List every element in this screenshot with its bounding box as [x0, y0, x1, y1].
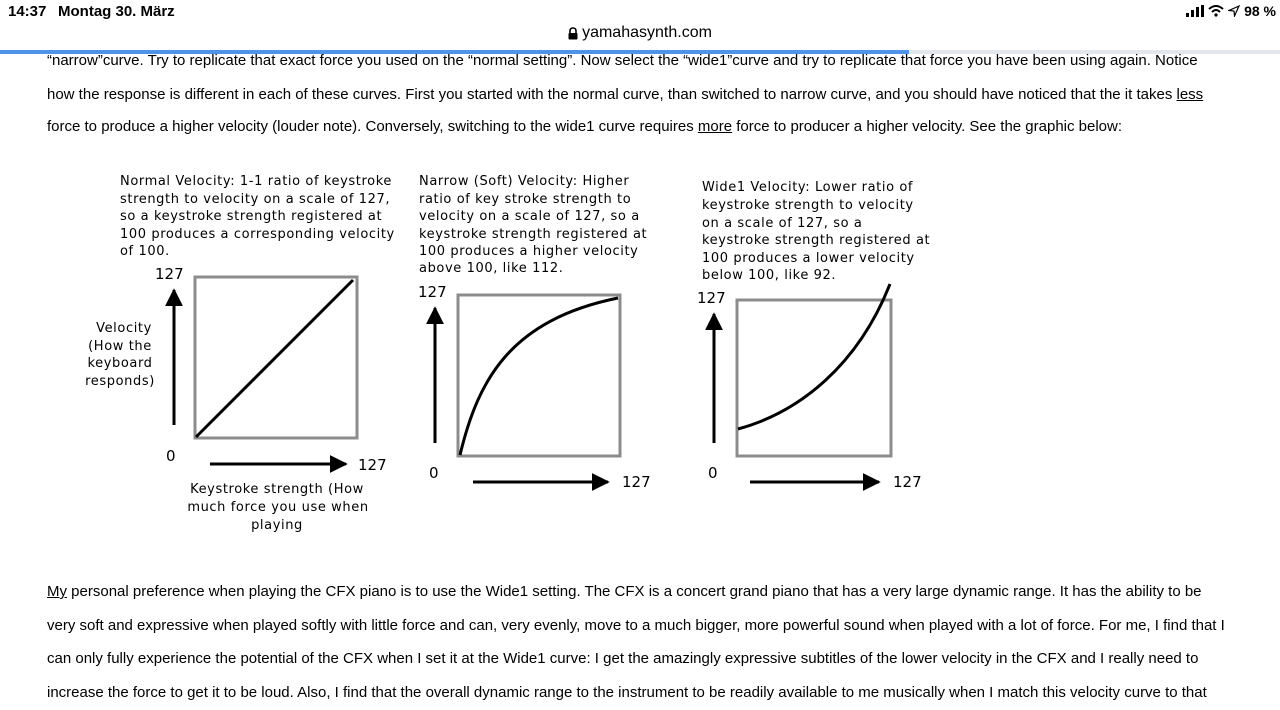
origin-label: 0 — [708, 464, 718, 482]
paragraph-line: can only fully experience the potential of the CFX when I set it at the Wide1 curve: I get the amazingly expressive subtitles of the lower velocity in the CFX and I really need to — [47, 650, 1199, 667]
caption-line: 100 produces a corresponding velocity — [120, 227, 395, 242]
caption-line: velocity on a scale of 127, so a — [419, 209, 640, 224]
x-max-label: 127 — [893, 473, 922, 491]
paragraph-line: My personal preference when playing the CFX piano is to use the Wide1 setting. The CFX is a concert grand piano that has a very large dynamic range. It has the ability to be — [47, 583, 1202, 600]
plot-frame — [737, 300, 891, 456]
y-max-label: 127 — [418, 283, 447, 301]
y-axis-label: keyboard — [87, 356, 153, 371]
caption-line: so a keystroke strength registered at — [120, 209, 383, 224]
y-axis-label: responds) — [85, 374, 155, 389]
caption-line: on a scale of 127, so a — [702, 216, 863, 231]
panel-wide1 — [697, 180, 930, 491]
caption-line: keystroke strength registered at — [702, 233, 931, 248]
x-axis-label: playing — [251, 518, 303, 533]
caption-line: keystroke strength to velocity — [702, 198, 914, 213]
wide1-curve — [738, 284, 890, 429]
paragraph-line: “narrow”curve. Try to replicate that exact force you used on the “normal setting”. Now select the “wide1”curve and try to replicate that force you have been using again. Notice — [47, 52, 1198, 69]
x-axis-label: much force you use when — [187, 500, 369, 515]
caption-line: keystroke strength registered at — [419, 227, 648, 242]
y-axis-label: (How the — [88, 339, 152, 354]
url-text[interactable]: yamahasynth.com — [582, 24, 712, 41]
caption-line: strength to velocity on a scale of 127, — [120, 192, 391, 207]
caption-line: Wide1 Velocity: Lower ratio of — [702, 180, 914, 195]
underlined-word: less — [1176, 86, 1204, 103]
narrow-curve — [460, 298, 618, 455]
underlined-word: more — [697, 118, 733, 135]
panel-normal — [85, 174, 395, 533]
caption-line: Narrow (Soft) Velocity: Higher — [419, 174, 630, 189]
normal-curve — [196, 280, 353, 437]
caption-line: of 100. — [120, 244, 170, 259]
x-max-label: 127 — [358, 456, 387, 474]
origin-label: 0 — [166, 447, 176, 465]
x-max-label: 127 — [622, 473, 651, 491]
paragraph-line: how the response is different in each of these curves. First you started with the normal curve, than switched to narrow curve, and you should have noticed that the it takes less — [47, 86, 1204, 103]
paragraph-line: increase the force to get it to be loud. Also, I find that the overall dynamic range to the instrument to be readily available to me musically when I match this velocity curve to that — [47, 684, 1207, 701]
caption-line: 100 produces a lower velocity — [702, 251, 915, 266]
paragraph-line: force to produce a higher velocity (louder note). Conversely, switching to the wide1 curve requires more force to producer a higher velocity. See the graphic below: — [47, 118, 1123, 135]
panel-narrow — [418, 174, 651, 491]
y-max-label: 127 — [697, 289, 726, 307]
caption-line: below 100, like 92. — [702, 268, 837, 283]
battery-percent: 98 % — [1244, 3, 1276, 19]
caption-line: above 100, like 112. — [419, 261, 564, 276]
y-axis-label: Velocity — [96, 321, 152, 336]
plot-frame — [458, 295, 620, 456]
caption-line: 100 produces a higher velocity — [419, 244, 639, 259]
caption-line: Normal Velocity: 1-1 ratio of keystroke — [120, 174, 392, 189]
caption-line: ratio of key stroke strength to — [419, 192, 632, 207]
origin-label: 0 — [429, 464, 439, 482]
paragraph-line: very soft and expressive when played softly with little force and can, very evenly, move to a much bigger, more powerful sound when played with a lot of force. For me, I find that I — [47, 617, 1225, 634]
y-max-label: 127 — [155, 265, 184, 283]
status-time: 14:37 — [8, 3, 47, 20]
underlined-word: My — [47, 583, 67, 600]
x-axis-label: Keystroke strength (How — [190, 482, 364, 497]
status-date: Montag 30. März — [58, 3, 175, 20]
